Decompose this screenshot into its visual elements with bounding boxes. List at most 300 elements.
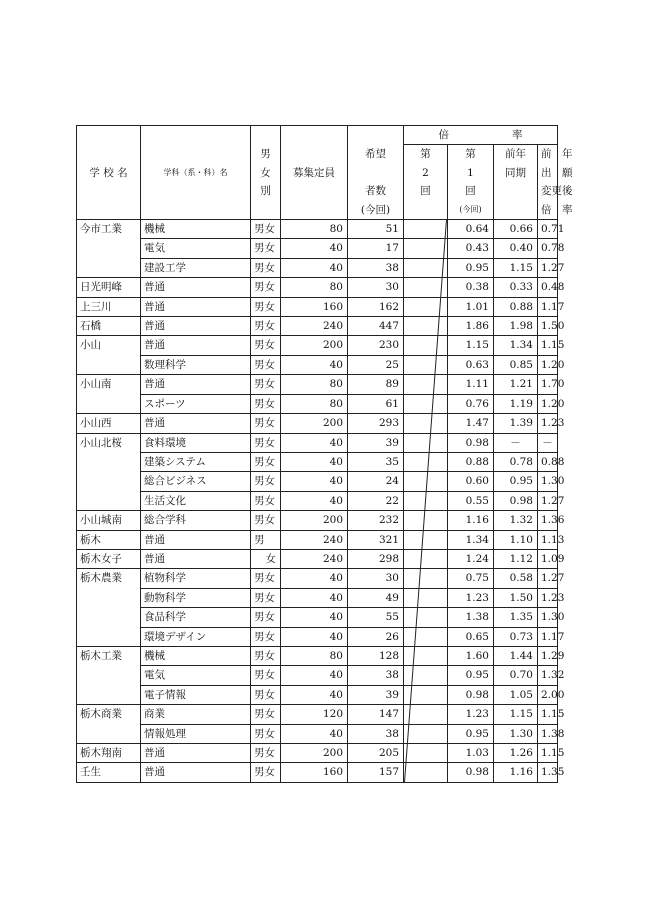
gender-cell: 男女: [251, 394, 281, 413]
round1-ratio-cell: 0.98: [448, 685, 494, 704]
round2-cell: [404, 685, 448, 704]
round1-ratio-cell: 0.95: [448, 666, 494, 685]
applicants-cell: 157: [348, 763, 404, 782]
dept-cell: 電子情報: [141, 685, 251, 704]
applicants-cell: 38: [348, 258, 404, 277]
dept-cell: 動物科学: [141, 588, 251, 607]
prev-change-ratio-cell: 1.20: [538, 394, 558, 413]
gender-cell: 男女: [251, 666, 281, 685]
round2-cell: [404, 530, 448, 549]
dept-cell: 植物科学: [141, 569, 251, 588]
round2-cell: [404, 569, 448, 588]
school-name-cell: 小山南: [77, 375, 141, 414]
gender-cell: 男女: [251, 491, 281, 510]
table-row: [77, 724, 558, 743]
gender-cell: 男女: [251, 646, 281, 665]
round2-cell: [404, 744, 448, 763]
school-name-cell: 栃木工業: [77, 646, 141, 704]
prev-change-ratio-cell: 1.27: [538, 491, 558, 510]
prev-change-ratio-cell: 1.29: [538, 646, 558, 665]
round2-cell: [404, 588, 448, 607]
prev-change-ratio-cell: 0.48: [538, 278, 558, 297]
table-row: [77, 278, 558, 297]
prev-year-ratio-cell: 1.50: [494, 588, 538, 607]
header-round1-4: (今回): [448, 201, 494, 220]
capacity-cell: 40: [281, 491, 348, 510]
round2-cell: [404, 433, 448, 452]
header-round1-1: 第: [448, 145, 494, 164]
capacity-cell: 40: [281, 472, 348, 491]
table-body: [77, 126, 573, 783]
header-school-blank-5: [77, 201, 141, 220]
table-row: [77, 608, 558, 627]
table-row: [77, 355, 558, 374]
gender-cell: 女: [251, 549, 281, 568]
header-applicants-bot: (今回): [348, 201, 404, 220]
dept-cell: 普通: [141, 336, 251, 355]
header-dept-blank-4: [141, 182, 251, 200]
prev-year-ratio-cell: 0.40: [494, 239, 538, 258]
prev-year-ratio-cell: 0.33: [494, 278, 538, 297]
table-row: [77, 569, 558, 588]
gender-cell: 男女: [251, 705, 281, 724]
header-capacity-blank-4: [281, 182, 348, 200]
capacity-cell: 80: [281, 375, 348, 394]
applicants-cell: 321: [348, 530, 404, 549]
header-round2-blank: [404, 201, 448, 220]
prev-year-ratio-cell: 1.35: [494, 608, 538, 627]
header-dept: 学科（系・科）名: [141, 164, 251, 182]
prev-year-ratio-cell: 0.85: [494, 355, 538, 374]
gender-cell: 男女: [251, 239, 281, 258]
header-row-1: [77, 126, 558, 145]
header-round1-3: 回: [448, 182, 494, 200]
table-row: [77, 317, 558, 336]
applicants-cell: 30: [348, 278, 404, 297]
table-row: [77, 588, 558, 607]
prev-year-ratio-cell: 1.15: [494, 705, 538, 724]
header-row-4: [77, 182, 558, 200]
capacity-cell: 40: [281, 588, 348, 607]
prev-change-ratio-cell: 1.15: [538, 744, 558, 763]
gender-cell: 男女: [251, 336, 281, 355]
prev-change-ratio-cell: 1.23: [538, 414, 558, 433]
dept-cell: 機械: [141, 220, 251, 239]
round1-ratio-cell: 1.15: [448, 336, 494, 355]
header-round2-1: 第: [404, 145, 448, 164]
table-row: [77, 433, 558, 452]
applicants-cell: 39: [348, 685, 404, 704]
header-prev-year-blank: [494, 182, 538, 200]
prev-change-ratio-cell: 1.13: [538, 530, 558, 549]
round1-ratio-cell: 0.76: [448, 394, 494, 413]
prev-year-ratio-cell: －: [494, 433, 538, 452]
gender-cell: 男女: [251, 608, 281, 627]
prev-year-ratio-cell: 1.26: [494, 744, 538, 763]
school-name-cell: 栃木農業: [77, 569, 141, 647]
dept-cell: 普通: [141, 375, 251, 394]
applicants-cell: 447: [348, 317, 404, 336]
capacity-cell: 240: [281, 549, 348, 568]
round2-cell: [404, 646, 448, 665]
gender-cell: 男女: [251, 569, 281, 588]
prev-year-ratio-cell: 1.39: [494, 414, 538, 433]
prev-change-ratio-cell: 1.38: [538, 724, 558, 743]
applicants-cell: 24: [348, 472, 404, 491]
applicants-cell: 35: [348, 452, 404, 471]
round2-cell: [404, 220, 448, 239]
applicants-cell: 38: [348, 666, 404, 685]
dept-cell: 電気: [141, 666, 251, 685]
round2-cell: [404, 724, 448, 743]
header-capacity-blank: [281, 126, 348, 145]
header-prev-change-3: 変更後: [538, 182, 558, 200]
gender-cell: 男女: [251, 685, 281, 704]
applicants-cell: 38: [348, 724, 404, 743]
applicants-cell: 162: [348, 297, 404, 316]
capacity-cell: 40: [281, 666, 348, 685]
gender-cell: 男女: [251, 414, 281, 433]
round2-cell: [404, 491, 448, 510]
capacity-cell: 80: [281, 394, 348, 413]
table-row: [77, 744, 558, 763]
dept-cell: 普通: [141, 278, 251, 297]
prev-change-ratio-cell: 1.30: [538, 608, 558, 627]
prev-year-ratio-cell: 1.16: [494, 763, 538, 782]
gender-cell: 男女: [251, 511, 281, 530]
school-name-cell: 壬生: [77, 763, 141, 782]
header-ratio-group: 倍 率: [404, 126, 558, 145]
round1-ratio-cell: 0.95: [448, 724, 494, 743]
school-name-cell: 今市工業: [77, 220, 141, 278]
round2-cell: [404, 666, 448, 685]
dept-cell: 情報処理: [141, 724, 251, 743]
dept-cell: 建築システム: [141, 452, 251, 471]
gender-cell: 男女: [251, 724, 281, 743]
school-name-cell: 石橋: [77, 317, 141, 336]
school-name-cell: 栃木: [77, 530, 141, 549]
applicants-cell: 39: [348, 433, 404, 452]
school-name-cell: 栃木女子: [77, 549, 141, 568]
capacity-cell: 80: [281, 646, 348, 665]
header-row-3: [77, 164, 558, 182]
applicants-cell: 26: [348, 627, 404, 646]
header-capacity-blank-2: [281, 145, 348, 164]
applicants-cell: 55: [348, 608, 404, 627]
capacity-cell: 40: [281, 627, 348, 646]
header-applicants-mid: 者数: [348, 182, 404, 200]
prev-year-ratio-cell: 0.73: [494, 627, 538, 646]
table-row: [77, 414, 558, 433]
round2-cell: [404, 394, 448, 413]
capacity-cell: 200: [281, 414, 348, 433]
capacity-cell: 40: [281, 239, 348, 258]
round1-ratio-cell: 1.38: [448, 608, 494, 627]
applicants-cell: 232: [348, 511, 404, 530]
prev-change-ratio-cell: 1.15: [538, 705, 558, 724]
header-prev-year-2: 同期: [494, 164, 538, 182]
round2-cell: [404, 355, 448, 374]
header-round2-3: 回: [404, 182, 448, 200]
capacity-cell: 40: [281, 258, 348, 277]
dept-cell: スポーツ: [141, 394, 251, 413]
gender-cell: 男女: [251, 744, 281, 763]
gender-cell: 男女: [251, 297, 281, 316]
header-prev-change-2: 出 願: [538, 164, 558, 182]
round2-cell: [404, 278, 448, 297]
gender-cell: 男女: [251, 258, 281, 277]
gender-cell: 男女: [251, 278, 281, 297]
dept-cell: 商業: [141, 705, 251, 724]
dept-cell: 普通: [141, 297, 251, 316]
prev-change-ratio-cell: 1.70: [538, 375, 558, 394]
round1-ratio-cell: 1.86: [448, 317, 494, 336]
round1-ratio-cell: 0.88: [448, 452, 494, 471]
prev-change-ratio-cell: 1.36: [538, 511, 558, 530]
round1-ratio-cell: 1.23: [448, 705, 494, 724]
header-dept-blank-2: [141, 145, 251, 164]
prev-change-ratio-cell: 1.27: [538, 258, 558, 277]
capacity-cell: 80: [281, 278, 348, 297]
dept-cell: 環境デザイン: [141, 627, 251, 646]
prev-year-ratio-cell: 0.78: [494, 452, 538, 471]
prev-year-ratio-cell: 0.58: [494, 569, 538, 588]
round2-cell: [404, 414, 448, 433]
school-name-cell: 小山城南: [77, 511, 141, 530]
capacity-cell: 240: [281, 317, 348, 336]
gender-cell: 男女: [251, 763, 281, 782]
round1-ratio-cell: 1.01: [448, 297, 494, 316]
prev-year-ratio-cell: 1.19: [494, 394, 538, 413]
applicants-cell: 293: [348, 414, 404, 433]
prev-year-ratio-cell: 0.98: [494, 491, 538, 510]
header-dept-blank-5: [141, 201, 251, 220]
table-row: [77, 646, 558, 665]
prev-year-ratio-cell: 1.44: [494, 646, 538, 665]
round2-cell: [404, 297, 448, 316]
applicants-cell: 51: [348, 220, 404, 239]
dept-cell: 機械: [141, 646, 251, 665]
table-row: [77, 375, 558, 394]
capacity-cell: 40: [281, 355, 348, 374]
round1-ratio-cell: 0.98: [448, 763, 494, 782]
prev-year-ratio-cell: 0.95: [494, 472, 538, 491]
table-row: [77, 452, 558, 471]
prev-change-ratio-cell: 1.15: [538, 336, 558, 355]
gender-cell: 男: [251, 530, 281, 549]
round1-ratio-cell: 0.65: [448, 627, 494, 646]
round1-ratio-cell: 0.64: [448, 220, 494, 239]
table-row: [77, 258, 558, 277]
round1-ratio-cell: 0.98: [448, 433, 494, 452]
prev-change-ratio-cell: 1.23: [538, 588, 558, 607]
applicants-cell: 147: [348, 705, 404, 724]
header-prev-change-1: 前 年: [538, 145, 558, 164]
round2-cell: [404, 472, 448, 491]
round1-ratio-cell: 0.63: [448, 355, 494, 374]
prev-change-ratio-cell: 1.27: [538, 569, 558, 588]
dept-cell: 普通: [141, 549, 251, 568]
round2-cell: [404, 258, 448, 277]
gender-cell: 男女: [251, 355, 281, 374]
prev-year-ratio-cell: 0.88: [494, 297, 538, 316]
table-row: [77, 685, 558, 704]
capacity-cell: 40: [281, 685, 348, 704]
header-gender-2: 女: [251, 164, 281, 182]
header-row-5: [77, 201, 558, 220]
prev-year-ratio-cell: 0.66: [494, 220, 538, 239]
dept-cell: 普通: [141, 317, 251, 336]
round2-cell: [404, 763, 448, 782]
round1-ratio-cell: 1.24: [448, 549, 494, 568]
round2-cell: [404, 608, 448, 627]
capacity-cell: 200: [281, 511, 348, 530]
prev-year-ratio-cell: 1.05: [494, 685, 538, 704]
header-round1-2: 1: [448, 164, 494, 182]
gender-cell: 男女: [251, 375, 281, 394]
applicants-cell: 30: [348, 569, 404, 588]
round1-ratio-cell: 1.34: [448, 530, 494, 549]
round1-ratio-cell: 0.43: [448, 239, 494, 258]
header-school: 学 校 名: [77, 164, 141, 182]
round2-cell: [404, 317, 448, 336]
applicants-cell: 22: [348, 491, 404, 510]
round2-cell: [404, 511, 448, 530]
capacity-cell: 160: [281, 297, 348, 316]
prev-change-ratio-cell: 0.88: [538, 452, 558, 471]
round1-ratio-cell: 1.16: [448, 511, 494, 530]
header-gender-1: 男: [251, 145, 281, 164]
dept-cell: 建設工学: [141, 258, 251, 277]
table-row: [77, 394, 558, 413]
dept-cell: 普通: [141, 744, 251, 763]
school-name-cell: 小山: [77, 336, 141, 375]
prev-change-ratio-cell: 1.35: [538, 763, 558, 782]
round1-ratio-cell: 1.11: [448, 375, 494, 394]
header-prev-year-blank-5: [494, 201, 538, 220]
table-row: [77, 549, 558, 568]
dept-cell: 総合ビジネス: [141, 472, 251, 491]
gender-cell: 男女: [251, 588, 281, 607]
round2-cell: [404, 375, 448, 394]
table-row: [77, 491, 558, 510]
header-prev-change-4: 倍 率: [538, 201, 558, 220]
table-row: [77, 530, 558, 549]
table-row: [77, 239, 558, 258]
prev-change-ratio-cell: －: [538, 433, 558, 452]
header-capacity: 募集定員: [281, 164, 348, 182]
round1-ratio-cell: 0.60: [448, 472, 494, 491]
applicants-cell: 61: [348, 394, 404, 413]
header-round2-2: 2: [404, 164, 448, 182]
gender-cell: 男女: [251, 433, 281, 452]
round1-ratio-cell: 0.55: [448, 491, 494, 510]
capacity-cell: 200: [281, 744, 348, 763]
capacity-cell: 40: [281, 724, 348, 743]
prev-year-ratio-cell: 1.30: [494, 724, 538, 743]
header-school-blank-4: [77, 182, 141, 200]
gender-cell: 男女: [251, 220, 281, 239]
header-school-blank-2: [77, 145, 141, 164]
prev-change-ratio-cell: 1.50: [538, 317, 558, 336]
capacity-cell: 160: [281, 763, 348, 782]
table-row: [77, 763, 558, 782]
school-name-cell: 栃木商業: [77, 705, 141, 744]
prev-change-ratio-cell: 1.17: [538, 297, 558, 316]
dept-cell: 数理科学: [141, 355, 251, 374]
capacity-cell: 40: [281, 452, 348, 471]
dept-cell: 普通: [141, 414, 251, 433]
dept-cell: 総合学科: [141, 511, 251, 530]
table-row: [77, 666, 558, 685]
capacity-cell: 240: [281, 530, 348, 549]
applicants-cell: 128: [348, 646, 404, 665]
round1-ratio-cell: 0.95: [448, 258, 494, 277]
gender-cell: 男女: [251, 452, 281, 471]
round1-ratio-cell: 1.03: [448, 744, 494, 763]
round1-ratio-cell: 1.60: [448, 646, 494, 665]
applicant-ratio-sheet: [76, 125, 573, 783]
round2-cell: [404, 452, 448, 471]
header-gender-3: 別: [251, 182, 281, 200]
prev-change-ratio-cell: 0.78: [538, 239, 558, 258]
prev-year-ratio-cell: 0.70: [494, 666, 538, 685]
school-name-cell: 小山北桜: [77, 433, 141, 511]
dept-cell: 電気: [141, 239, 251, 258]
header-gender-blank-5: [251, 201, 281, 220]
school-name-cell: 日光明峰: [77, 278, 141, 297]
round2-cell: [404, 705, 448, 724]
capacity-cell: 200: [281, 336, 348, 355]
school-name-cell: 小山西: [77, 414, 141, 433]
table-row: [77, 297, 558, 316]
header-applicants-blank: [348, 126, 404, 145]
gender-cell: 男女: [251, 317, 281, 336]
applicants-cell: 205: [348, 744, 404, 763]
capacity-cell: 80: [281, 220, 348, 239]
gender-cell: 男女: [251, 472, 281, 491]
prev-year-ratio-cell: 1.15: [494, 258, 538, 277]
gender-cell: 男女: [251, 627, 281, 646]
header-capacity-blank-5: [281, 201, 348, 220]
header-prev-year-1: 前年: [494, 145, 538, 164]
prev-change-ratio-cell: 1.20: [538, 355, 558, 374]
capacity-cell: 40: [281, 433, 348, 452]
table-row: [77, 336, 558, 355]
table-row: [77, 705, 558, 724]
applicants-cell: 49: [348, 588, 404, 607]
table-row: [77, 220, 558, 239]
prev-change-ratio-cell: 1.30: [538, 472, 558, 491]
prev-change-ratio-cell: 1.09: [538, 549, 558, 568]
capacity-cell: 40: [281, 608, 348, 627]
header-applicants-top: 希望: [348, 145, 404, 164]
header-gender-blank: [251, 126, 281, 145]
prev-change-ratio-cell: 1.32: [538, 666, 558, 685]
school-name-cell: 栃木翔南: [77, 744, 141, 763]
applicants-cell: 230: [348, 336, 404, 355]
dept-cell: 普通: [141, 530, 251, 549]
round2-cell: [404, 239, 448, 258]
table-row: [77, 472, 558, 491]
round2-cell: [404, 627, 448, 646]
prev-year-ratio-cell: 1.98: [494, 317, 538, 336]
round2-cell: [404, 549, 448, 568]
round2-cell: [404, 336, 448, 355]
header-row-2: [77, 145, 558, 164]
prev-year-ratio-cell: 1.32: [494, 511, 538, 530]
prev-year-ratio-cell: 1.12: [494, 549, 538, 568]
